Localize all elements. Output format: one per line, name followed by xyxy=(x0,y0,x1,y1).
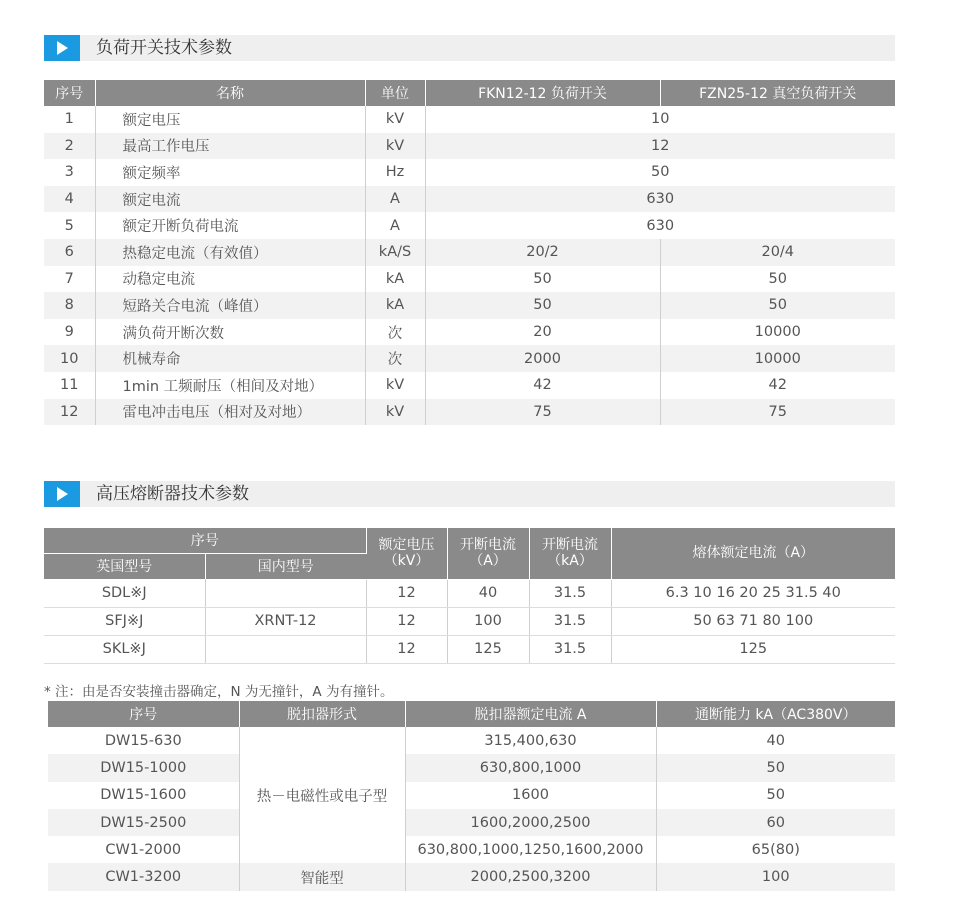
cell-name: 热稳定电流（有效值） xyxy=(95,239,365,266)
cell-a: 40 xyxy=(447,579,529,607)
cell-model: DW15-630 xyxy=(48,727,239,754)
cell-kv: 12 xyxy=(366,635,447,663)
cell-current: 1600 xyxy=(405,782,656,809)
cell-unit: Hz xyxy=(365,159,425,186)
cell-name: 满负荷开断次数 xyxy=(95,319,365,346)
cell-no: 9 xyxy=(44,319,95,346)
cell-fuse: 6.3 10 16 20 25 31.5 40 xyxy=(611,579,895,607)
cell-unit: kV xyxy=(365,106,425,133)
table-row xyxy=(48,727,895,754)
cell-no: 6 xyxy=(44,239,95,266)
col-header-breaking-current-a: 开断电流（A） xyxy=(447,528,529,579)
table-row xyxy=(44,292,895,319)
cell-model: CW1-3200 xyxy=(48,863,239,890)
cell-cn-model xyxy=(205,635,366,663)
cell-current: 630,800,1000,1250,1600,2000 xyxy=(405,836,656,863)
table-row xyxy=(48,754,895,781)
cell-cn-model xyxy=(205,579,366,607)
col-header: FZN25-12 真空负荷开关 xyxy=(660,80,895,106)
col-header: 通断能力 kA（AC380V） xyxy=(656,701,895,727)
cell-fkn: 50 xyxy=(425,266,660,293)
table-row xyxy=(44,133,895,160)
cell-no: 3 xyxy=(44,159,95,186)
cell-value: 630 xyxy=(425,186,895,213)
table-row xyxy=(44,106,895,133)
col-header: FKN12-12 负荷开关 xyxy=(425,80,660,106)
play-triangle-icon xyxy=(44,481,80,507)
col-header-rated-voltage: 额定电压（kV） xyxy=(366,528,447,579)
cell-value: 630 xyxy=(646,217,675,234)
cell-fzn: 42 xyxy=(768,377,787,394)
cell-cn-model: XRNT-12 xyxy=(205,607,366,635)
cell-no: 12 xyxy=(44,399,95,426)
cell-name: 动稳定电流 xyxy=(95,266,365,293)
cell-name: 额定开断负荷电流 xyxy=(95,212,365,239)
table-row xyxy=(44,239,895,266)
cell-unit: A xyxy=(365,186,425,213)
cell-unit: 次 xyxy=(365,319,425,346)
col-header: 名称 xyxy=(95,80,365,106)
cell-unit: kV xyxy=(365,372,425,399)
cell-no: 5 xyxy=(44,212,95,239)
cell-model: DW15-2500 xyxy=(48,809,239,836)
cell-ka: 31.5 xyxy=(529,635,611,663)
cell-fkn: 2000 xyxy=(425,345,660,372)
cell-uk-model: SFJ※J xyxy=(44,607,205,635)
col-header: 单位 xyxy=(365,80,425,106)
cell-unit: kA xyxy=(365,266,425,293)
cell-model: DW15-1600 xyxy=(48,782,239,809)
col-header: 脱扣器额定电流 A xyxy=(405,701,656,727)
cell-fzn: 10000 xyxy=(660,345,895,372)
col-header-breaking-current-ka: 开断电流（kA） xyxy=(529,528,611,579)
table-row xyxy=(44,635,895,663)
table-row xyxy=(48,782,895,809)
table-row xyxy=(44,266,895,293)
cell-no: 8 xyxy=(44,292,95,319)
cell-current: 1600,2000,2500 xyxy=(405,809,656,836)
cell-unit: A xyxy=(365,212,425,239)
cell-value: 50 xyxy=(651,164,670,181)
cell-no: 4 xyxy=(44,186,95,213)
cell-unit: kV xyxy=(365,133,425,160)
table-row xyxy=(48,809,895,836)
cell-fkn: 50 xyxy=(425,292,660,319)
cell-fkn: 75 xyxy=(425,399,660,426)
cell-a: 125 xyxy=(447,635,529,663)
table-row xyxy=(44,579,895,607)
cell-fkn: 42 xyxy=(425,372,660,399)
cell-capacity: 40 xyxy=(766,732,785,749)
table-row xyxy=(44,186,895,213)
cell-trip-type: 智能型 xyxy=(239,863,405,890)
cell-name: 额定电压 xyxy=(95,106,365,133)
play-triangle-icon xyxy=(44,35,80,61)
cell-fzn: 10000 xyxy=(754,324,801,341)
section-header-load-switch xyxy=(44,35,895,61)
fuse-note: * 注：由是否安装撞击器确定，N 为无撞针，A 为有撞针。 xyxy=(44,684,394,700)
cell-capacity: 100 xyxy=(656,863,895,890)
cell-fkn: 20 xyxy=(425,319,660,346)
cell-value: 12 xyxy=(425,133,895,160)
section-title: 负荷开关技术参数 xyxy=(96,38,232,58)
cell-current: 2000,2500,3200 xyxy=(405,863,656,890)
cell-model: DW15-1000 xyxy=(48,754,239,781)
cell-fzn: 20/4 xyxy=(660,239,895,266)
cell-unit: kV xyxy=(365,399,425,426)
cell-name: 机械寿命 xyxy=(95,345,365,372)
cell-name: 雷电冲击电压（相对及对地） xyxy=(95,399,365,426)
col-header-uk-model: 英国型号 xyxy=(44,554,205,580)
table-row xyxy=(44,319,895,346)
cell-uk-model: SKL※J xyxy=(44,635,205,663)
table-row xyxy=(44,212,895,239)
cell-unit: kA/S xyxy=(365,239,425,266)
cell-model: CW1-2000 xyxy=(48,836,239,863)
cell-no: 1 xyxy=(44,106,95,133)
table-header-row xyxy=(44,528,895,554)
cell-trip-type: 热－电磁性或电子型 xyxy=(239,727,405,863)
cell-name: 1min 工频耐压（相间及对地） xyxy=(95,372,365,399)
table-row xyxy=(44,159,895,186)
cell-uk-model: SDL※J xyxy=(44,579,205,607)
cell-name: 额定电流 xyxy=(95,186,365,213)
col-header: 序号 xyxy=(48,701,239,727)
cell-capacity: 50 xyxy=(766,787,785,804)
cell-fkn: 20/2 xyxy=(425,239,660,266)
cell-fzn: 50 xyxy=(768,270,787,287)
cell-fzn: 50 xyxy=(660,292,895,319)
cell-a: 100 xyxy=(447,607,529,635)
cell-unit: 次 xyxy=(365,345,425,372)
load-switch-table xyxy=(44,80,895,425)
breaker-table xyxy=(48,701,895,891)
cell-ka: 31.5 xyxy=(529,607,611,635)
col-header-cn-model: 国内型号 xyxy=(205,554,366,580)
table-header-row xyxy=(48,701,895,727)
cell-kv: 12 xyxy=(366,607,447,635)
cell-capacity: 50 xyxy=(656,754,895,781)
table-row xyxy=(44,345,895,372)
cell-name: 最高工作电压 xyxy=(95,133,365,160)
cell-no: 2 xyxy=(44,133,95,160)
cell-kv: 12 xyxy=(366,579,447,607)
cell-name: 短路关合电流（峰值） xyxy=(95,292,365,319)
cell-no: 7 xyxy=(44,266,95,293)
table-row xyxy=(44,607,895,635)
cell-capacity: 60 xyxy=(656,809,895,836)
fuse-table xyxy=(44,528,895,664)
col-header: 序号 xyxy=(44,80,95,106)
table-row xyxy=(44,372,895,399)
table-row xyxy=(48,863,895,890)
cell-capacity: 65(80) xyxy=(751,841,800,858)
table-row xyxy=(48,836,895,863)
cell-ka: 31.5 xyxy=(529,579,611,607)
section-header-fuse xyxy=(44,481,895,507)
section-title: 高压熔断器技术参数 xyxy=(96,484,249,504)
cell-name: 额定频率 xyxy=(95,159,365,186)
col-header: 脱扣器形式 xyxy=(239,701,405,727)
cell-current: 630,800,1000 xyxy=(405,754,656,781)
cell-no: 10 xyxy=(44,345,95,372)
cell-value: 10 xyxy=(651,111,670,128)
col-header-seq: 序号 xyxy=(44,528,366,554)
cell-fuse: 125 xyxy=(611,635,895,663)
cell-no: 11 xyxy=(44,372,95,399)
table-header-row xyxy=(44,80,895,106)
table-row xyxy=(44,399,895,426)
cell-fuse: 50 63 71 80 100 xyxy=(611,607,895,635)
cell-current: 315,400,630 xyxy=(405,727,656,754)
cell-unit: kA xyxy=(365,292,425,319)
cell-fzn: 75 xyxy=(660,399,895,426)
col-header-fuse-current: 熔体额定电流（A） xyxy=(611,528,895,579)
